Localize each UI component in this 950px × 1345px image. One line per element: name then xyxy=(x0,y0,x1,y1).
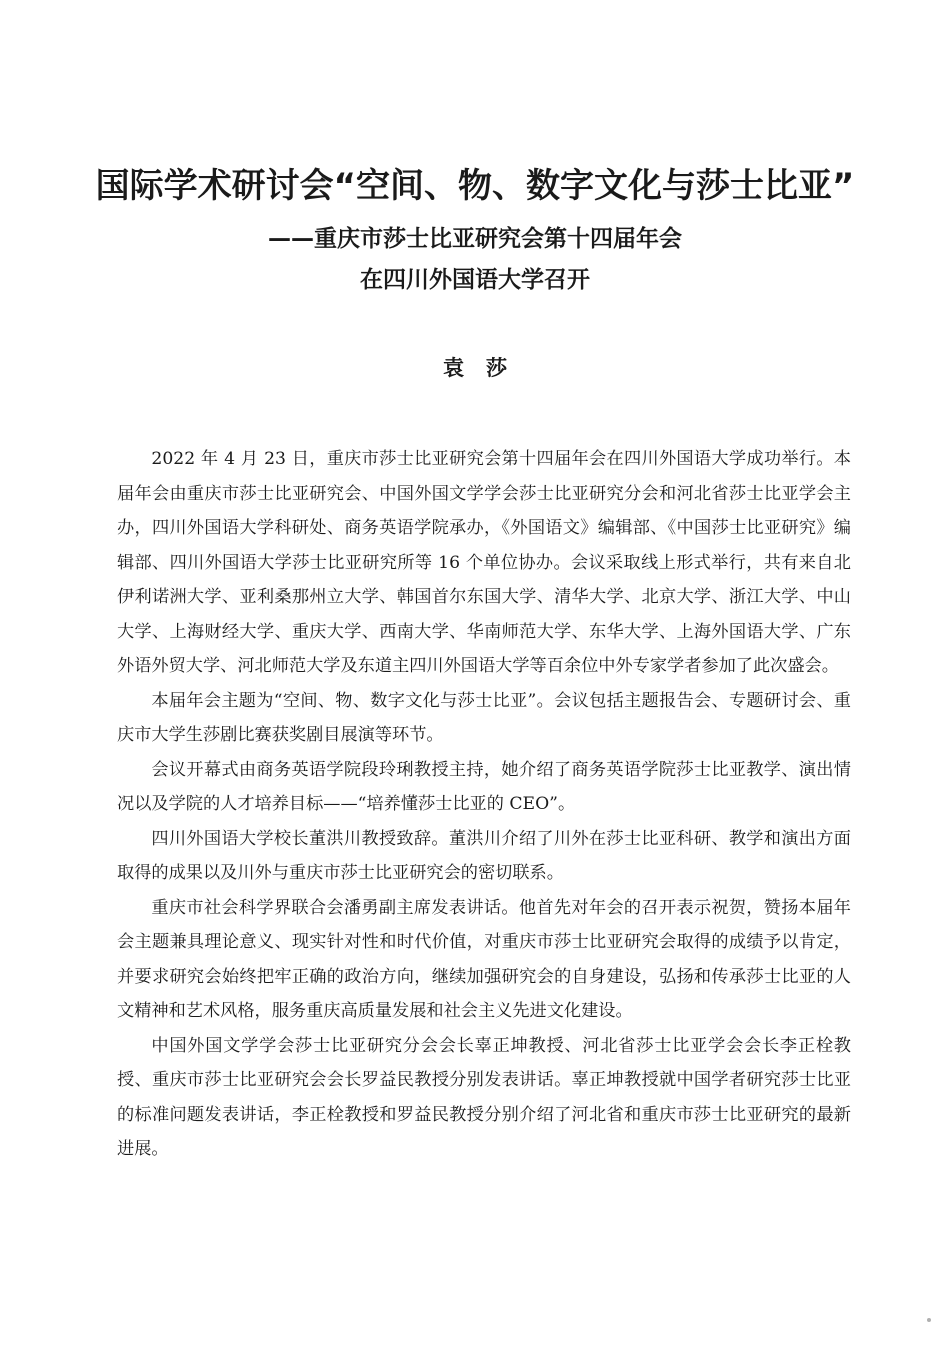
article-body xyxy=(117,442,851,1167)
paragraph: 重庆市社会科学界联合会潘勇副主席发表讲话。他首先对年会的召开表示祝贺，赞扬本届年会主题兼具理论意义、现实针对性和时代价值，对重庆市莎士比亚研究会取得的成绩予以肯定，并要求研究会始终把牢正确的政治方向，继续加强研究会的自身建设，弘扬和传承莎士比亚的人文精神和艺术风格，服务重庆高质量发展和社会主义先进文化建设。 xyxy=(117,897,851,1021)
paragraph: 四川外国语大学校长董洪川教授致辞。董洪川介绍了川外在莎士比亚科研、教学和演出方面取得的成果以及川外与重庆市莎士比亚研究会的密切联系。 xyxy=(117,828,851,883)
paragraph: 会议开幕式由商务英语学院段玲琍教授主持，她介绍了商务英语学院莎士比亚教学、演出情况以及学院的人才培养目标——“培养懂莎士比亚的 CEO”。 xyxy=(117,759,851,814)
corner-dot-icon xyxy=(926,1317,932,1323)
article-subtitle-continued: 在四川外国语大学召开 xyxy=(360,267,590,293)
article-author: 袁莎 xyxy=(443,356,529,380)
paragraph: 2022 年 4 月 23 日，重庆市莎士比亚研究会第十四届年会在四川外国语大学成功举行。本届年会由重庆市莎士比亚研究会、中国外国文学学会莎士比亚研究分会和河北省莎士比亚学会主办，四川外国语大学科研处、商务英语学院承办，《外国语文》编辑部、《中国莎士比亚研究》编辑部、四川外国语大学莎士比亚研究所等 16 个单位协办。会议采取线上形式举行，共有来自北伊利诺洲大学、亚利桑那州立大学、韩国首尔东国大学、清华大学、北京大学、浙江大学、中山大学、上海财经大学、重庆大学、西南大学、华南师范大学、东华大学、上海外国语大学、广东外语外贸大学、河北师范大学及东道主四川外国语大学等百余位中外专家学者参加了此次盛会。 xyxy=(117,449,851,676)
article-title: 国际学术研讨会“空间、物、数字文化与莎士比亚” xyxy=(95,166,855,206)
paragraph: 中国外国文学学会莎士比亚研究分会会长辜正坤教授、河北省莎士比亚学会会长李正栓教授、重庆市莎士比亚研究会会长罗益民教授分别发表讲话。辜正坤教授就中国学者研究莎士比亚的标准问题发表讲话，李正栓教授和罗益民教授分别介绍了河北省和重庆市莎士比亚研究的最新进展。 xyxy=(117,1035,851,1159)
article-subtitle: ——重庆市莎士比亚研究会第十四届年会 xyxy=(268,226,682,252)
paragraph: 本届年会主题为“空间、物、数字文化与莎士比亚”。会议包括主题报告会、专题研讨会、重庆市大学生莎剧比赛获奖剧目展演等环节。 xyxy=(117,690,851,745)
